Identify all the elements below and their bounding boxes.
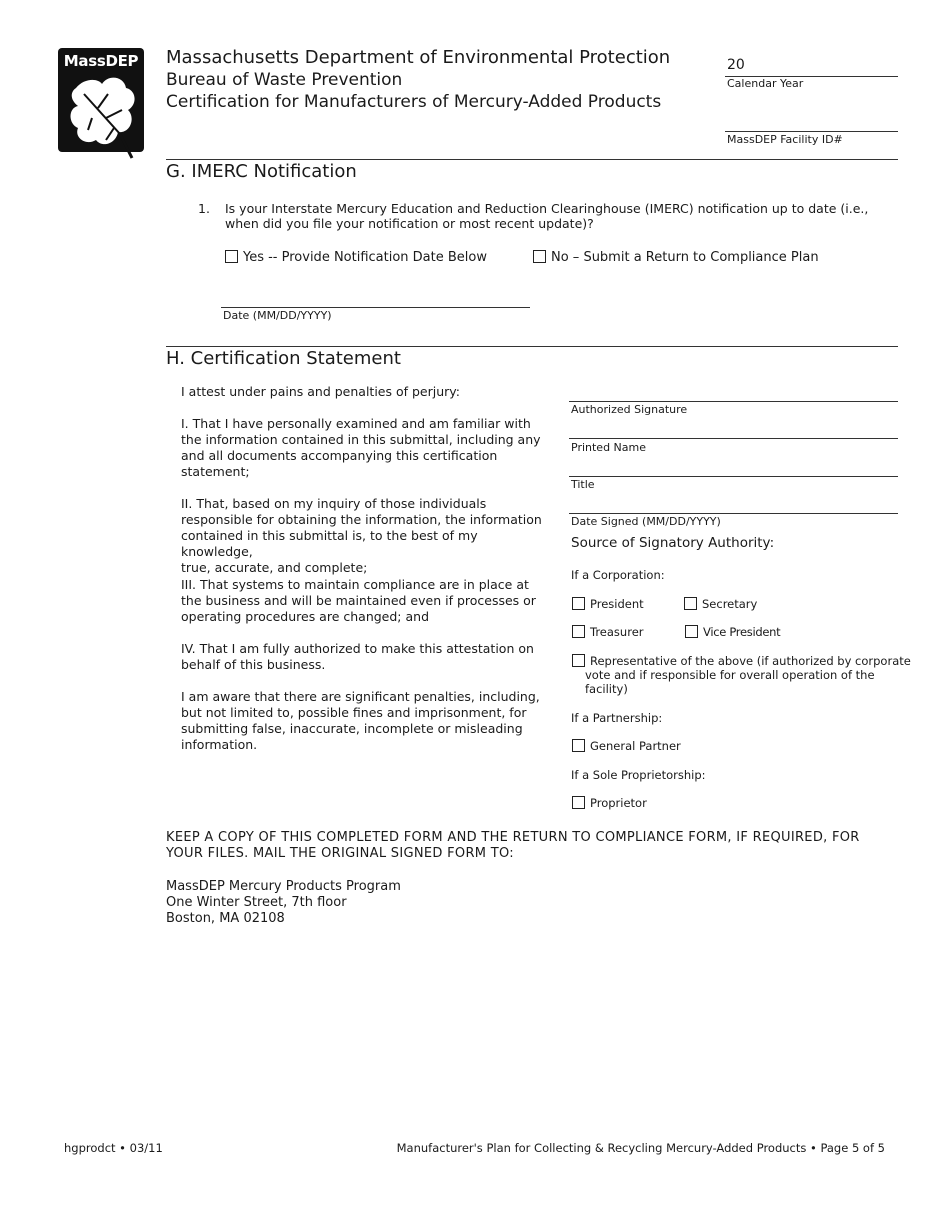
attest-intro: I attest under pains and penalties of perjury: — [181, 384, 460, 399]
address-line: MassDEP Mercury Products Program — [166, 879, 401, 894]
president-checkbox[interactable] — [572, 597, 585, 610]
para5-line: submitting false, inaccurate, incomplete or misleading — [181, 721, 523, 736]
calendar-year-prefix: 20 — [727, 57, 745, 73]
footer-page-info: Manufacturer's Plan for Collecting & Recycling Mercury-Added Products • Page 5 of 5 — [396, 1141, 885, 1155]
calendar-year-label: Calendar Year — [727, 77, 804, 90]
general-partner-checkbox[interactable] — [572, 739, 585, 752]
proprietor-option[interactable] — [572, 796, 647, 810]
facility-id-label: MassDEP Facility ID# — [727, 133, 843, 146]
section-h-divider — [166, 346, 898, 347]
notification-date-label: Date (MM/DD/YYYY) — [223, 309, 332, 322]
yes-checkbox[interactable] — [225, 250, 238, 263]
section-g-title: G. IMERC Notification — [166, 161, 357, 182]
attest-paragraph-5 — [181, 689, 546, 753]
partnership-label: If a Partnership: — [571, 711, 663, 725]
treasurer-option[interactable] — [572, 625, 644, 639]
general-partner-label: General Partner — [590, 739, 681, 753]
date-signed-label: Date Signed (MM/DD/YYYY) — [571, 515, 721, 528]
bureau-name: Bureau of Waste Prevention — [166, 70, 403, 90]
para2-line: true, accurate, and complete; — [181, 560, 368, 575]
corporation-label: If a Corporation: — [571, 568, 665, 582]
para2-line: responsible for obtaining the information, the information — [181, 512, 542, 527]
sole-proprietorship-label: If a Sole Proprietorship: — [571, 768, 706, 782]
printed-name-label: Printed Name — [571, 441, 647, 454]
no-option[interactable] — [533, 250, 819, 265]
secretary-label: Secretary — [702, 597, 758, 611]
para3-line: operating procedures are changed; and — [181, 609, 430, 624]
attest-paragraph-1 — [181, 416, 546, 480]
treasurer-checkbox[interactable] — [572, 625, 585, 638]
question-line-2: when did you file your notification or most recent update)? — [225, 216, 594, 231]
date-signed-field[interactable] — [569, 513, 898, 514]
section-h-title: H. Certification Statement — [166, 348, 401, 369]
title-label: Title — [571, 478, 595, 491]
address-line: Boston, MA 02108 — [166, 911, 285, 926]
facility-id-field[interactable] — [725, 131, 898, 132]
para5-line: I am aware that there are significant penalties, including, — [181, 689, 540, 704]
form-title: Certification for Manufacturers of Mercury-Added Products — [166, 92, 662, 112]
attest-paragraph-4 — [181, 641, 546, 673]
yes-option[interactable] — [225, 250, 487, 265]
vice-president-option[interactable] — [685, 625, 780, 639]
para1-line: the information contained in this submittal, including any — [181, 432, 541, 447]
oak-leaf-icon — [58, 48, 144, 160]
title-field[interactable] — [569, 476, 898, 477]
notification-date-field[interactable] — [221, 307, 530, 308]
para2-line: II. That, based on my inquiry of those individuals — [181, 496, 487, 511]
para1-line: and all documents accompanying this certification — [181, 448, 498, 463]
attest-paragraph-3 — [181, 577, 546, 625]
authority-title: Source of Signatory Authority: — [571, 535, 775, 551]
representative-line: vote and if responsible for overall operation of the — [585, 668, 875, 682]
treasurer-label: Treasurer — [590, 625, 644, 639]
secretary-option[interactable] — [684, 597, 757, 611]
mailing-instruction-line-2: YOUR FILES. MAIL THE ORIGINAL SIGNED FORM TO: — [166, 846, 514, 861]
para5-line: but not limited to, possible fines and imprisonment, for — [181, 705, 527, 720]
massdep-logo — [58, 48, 144, 152]
representative-line: Representative of the above (if authorized by corporate — [590, 654, 911, 668]
vice-president-label: Vice President — [703, 625, 781, 639]
president-option[interactable] — [572, 597, 644, 611]
para1-line: I. That I have personally examined and am familiar with — [181, 416, 531, 431]
authorized-signature-field[interactable] — [569, 401, 898, 402]
agency-name: Massachusetts Department of Environmental Protection — [166, 47, 671, 68]
attest-paragraph-2 — [181, 496, 546, 576]
para1-line: statement; — [181, 464, 250, 479]
logo-text: MassDEP — [63, 52, 139, 70]
para4-line: IV. That I am fully authorized to make this attestation on — [181, 641, 534, 656]
secretary-checkbox[interactable] — [684, 597, 697, 610]
question-line-1: Is your Interstate Mercury Education and Reduction Clearinghouse (IMERC) notification up to date (i.e., — [225, 201, 869, 216]
address-line: One Winter Street, 7th floor — [166, 895, 347, 910]
no-option-label: No – Submit a Return to Compliance Plan — [551, 250, 819, 265]
authorized-signature-label: Authorized Signature — [571, 403, 688, 416]
representative-line: facility) — [585, 682, 628, 696]
para5-line: information. — [181, 737, 258, 752]
para2-line: contained in this submittal is, to the best of my knowledge, — [181, 528, 478, 559]
president-label: President — [590, 597, 644, 611]
vice-president-checkbox[interactable] — [685, 625, 698, 638]
footer-form-code: hgprodct • 03/11 — [64, 1141, 163, 1155]
proprietor-checkbox[interactable] — [572, 796, 585, 809]
mailing-address — [166, 879, 401, 927]
para3-line: the business and will be maintained even if processes or — [181, 593, 536, 608]
representative-checkbox[interactable] — [572, 654, 585, 667]
para3-line: III. That systems to maintain compliance are in place at — [181, 577, 529, 592]
question-number: 1. — [198, 201, 210, 216]
proprietor-label: Proprietor — [590, 796, 647, 810]
no-checkbox[interactable] — [533, 250, 546, 263]
para4-line: behalf of this business. — [181, 657, 326, 672]
printed-name-field[interactable] — [569, 438, 898, 439]
header-divider — [166, 159, 898, 160]
general-partner-option[interactable] — [572, 739, 681, 753]
representative-option[interactable] — [572, 654, 911, 696]
mailing-instruction-line-1: KEEP A COPY OF THIS COMPLETED FORM AND THE RETURN TO COMPLIANCE FORM, IF REQUIRED, FOR — [166, 830, 860, 845]
yes-option-label: Yes -- Provide Notification Date Below — [243, 250, 487, 265]
